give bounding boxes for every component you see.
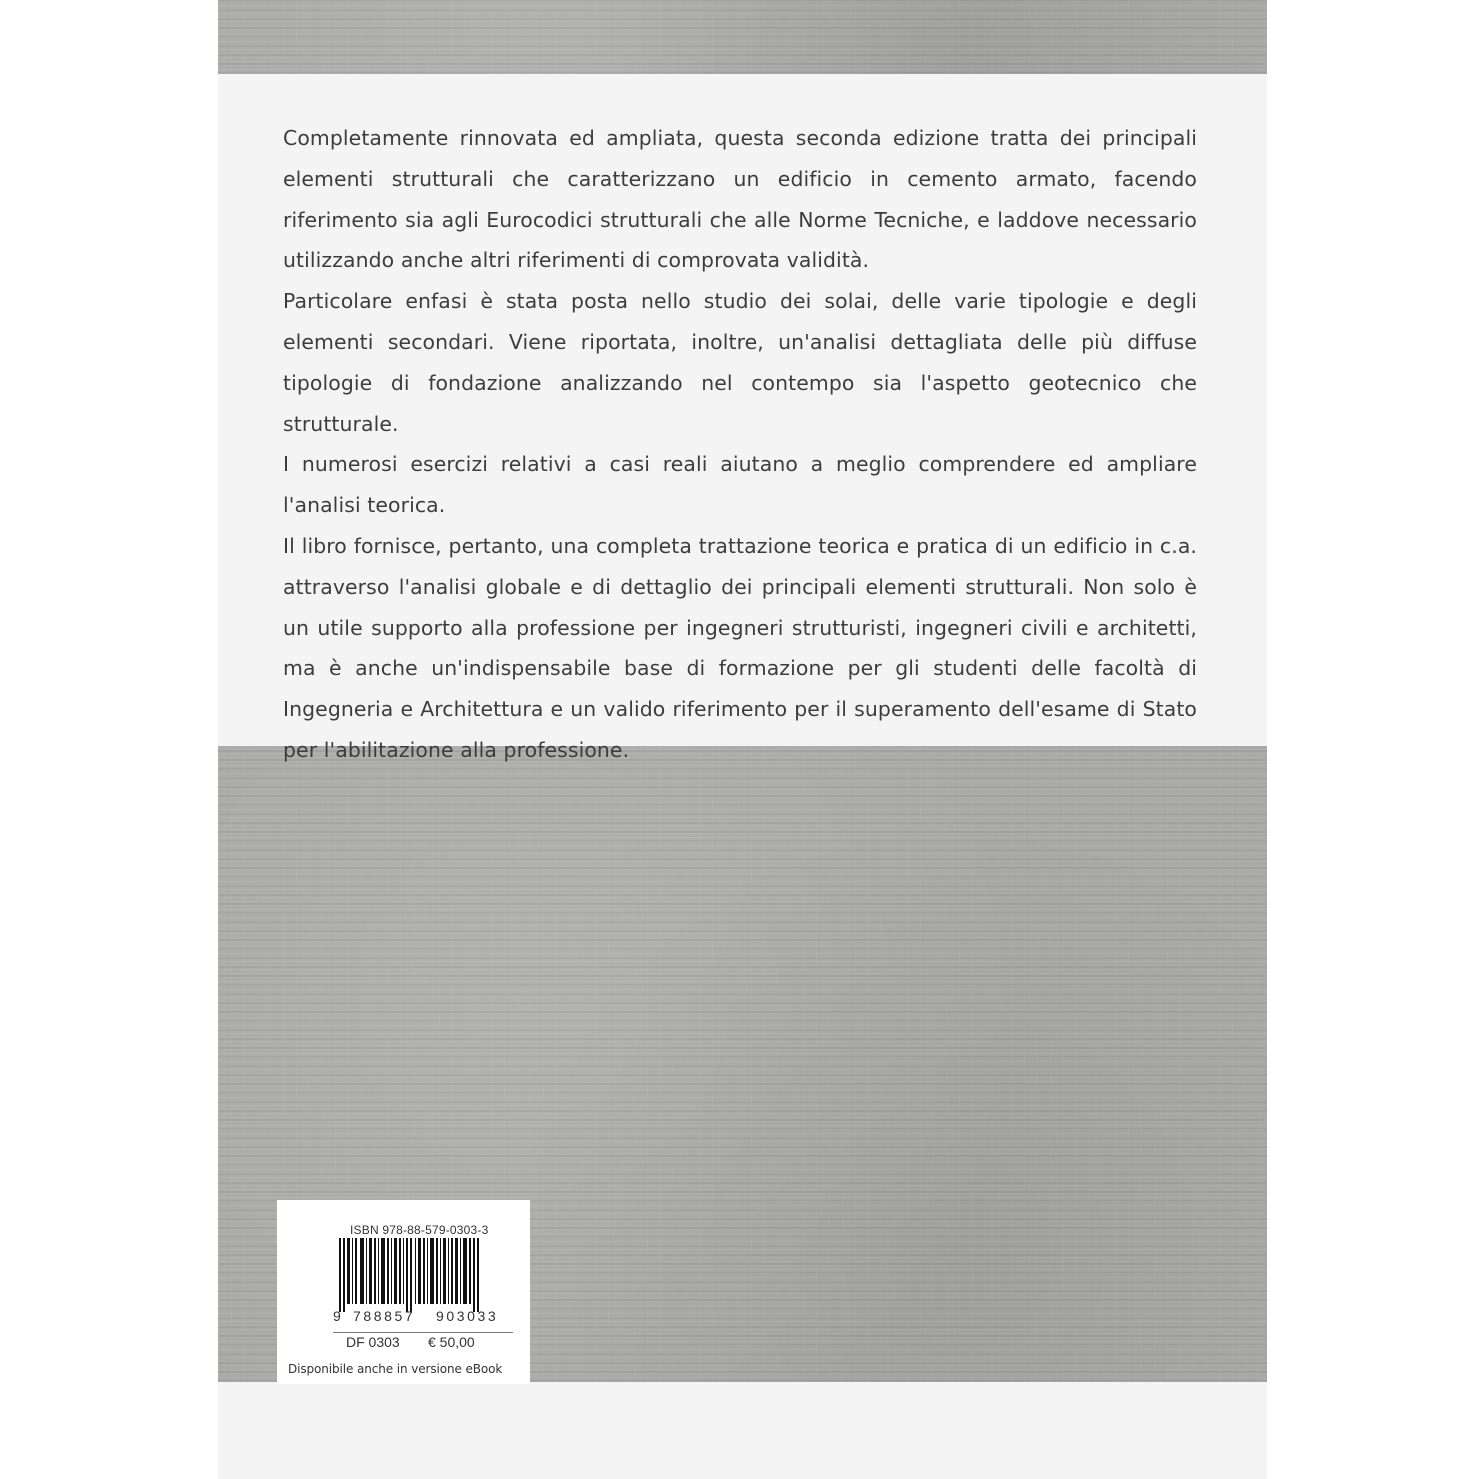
blurb-paragraph: Completamente rinnovata ed ampliata, questa seconda edizione tratta dei principali elementi strutturali che caratterizzano un edificio in cemento armato, facendo riferimento sia agli Eurocodici strutturali che alle Norme Tecniche, e laddove necessario utilizzando anche altri riferimenti di comprovata validità. (283, 126, 1197, 273)
ebook-note: Disponibile anche in versione eBook (288, 1362, 503, 1376)
barcode-icon (339, 1238, 489, 1312)
barcode-digits-right: 903033 (436, 1308, 499, 1324)
isbn-text: ISBN 978-88-579-0303-3 (350, 1223, 489, 1237)
concrete-texture-top (218, 0, 1267, 74)
blurb-text (283, 118, 1197, 771)
bottom-strip (218, 1382, 1267, 1479)
product-code: DF 0303 (346, 1334, 400, 1350)
blurb-paragraph: Particolare enfasi è stata posta nello studio dei solai, delle varie tipologie e degli elementi secondari. Viene riportata, inoltre, un'analisi dettagliata delle più diffuse tipologie di fondazione analizzando nel contempo sia l'aspetto geotecnico che strutturale. (283, 289, 1197, 436)
code-price-row (333, 1332, 513, 1353)
price: € 50,00 (428, 1334, 475, 1350)
barcode-digit-first: 9 (333, 1308, 341, 1324)
book-back-cover (218, 0, 1267, 1479)
barcode-digits-left: 788857 (353, 1308, 416, 1324)
barcode-label (277, 1200, 530, 1360)
blurb-paragraph: I numerosi esercizi relativi a casi reali aiutano a meglio comprendere ed ampliare l'analisi teorica. (283, 452, 1197, 518)
blurb-paragraph: Il libro fornisce, pertanto, una completa trattazione teorica e pratica di un edificio in c.a. attraverso l'analisi globale e di dettaglio dei principali elementi strutturali. Non solo è un utile supporto alla professione per ingegneri strutturisti, ingegneri civili e architetti, ma è anche un'indispensabile base di formazione per gli studenti delle facoltà di Ingegneria e Architettura e un valido riferimento per il superamento dell'esame di Stato per l'abilitazione alla professione. (283, 533, 1197, 762)
ebook-note-box (277, 1360, 530, 1384)
